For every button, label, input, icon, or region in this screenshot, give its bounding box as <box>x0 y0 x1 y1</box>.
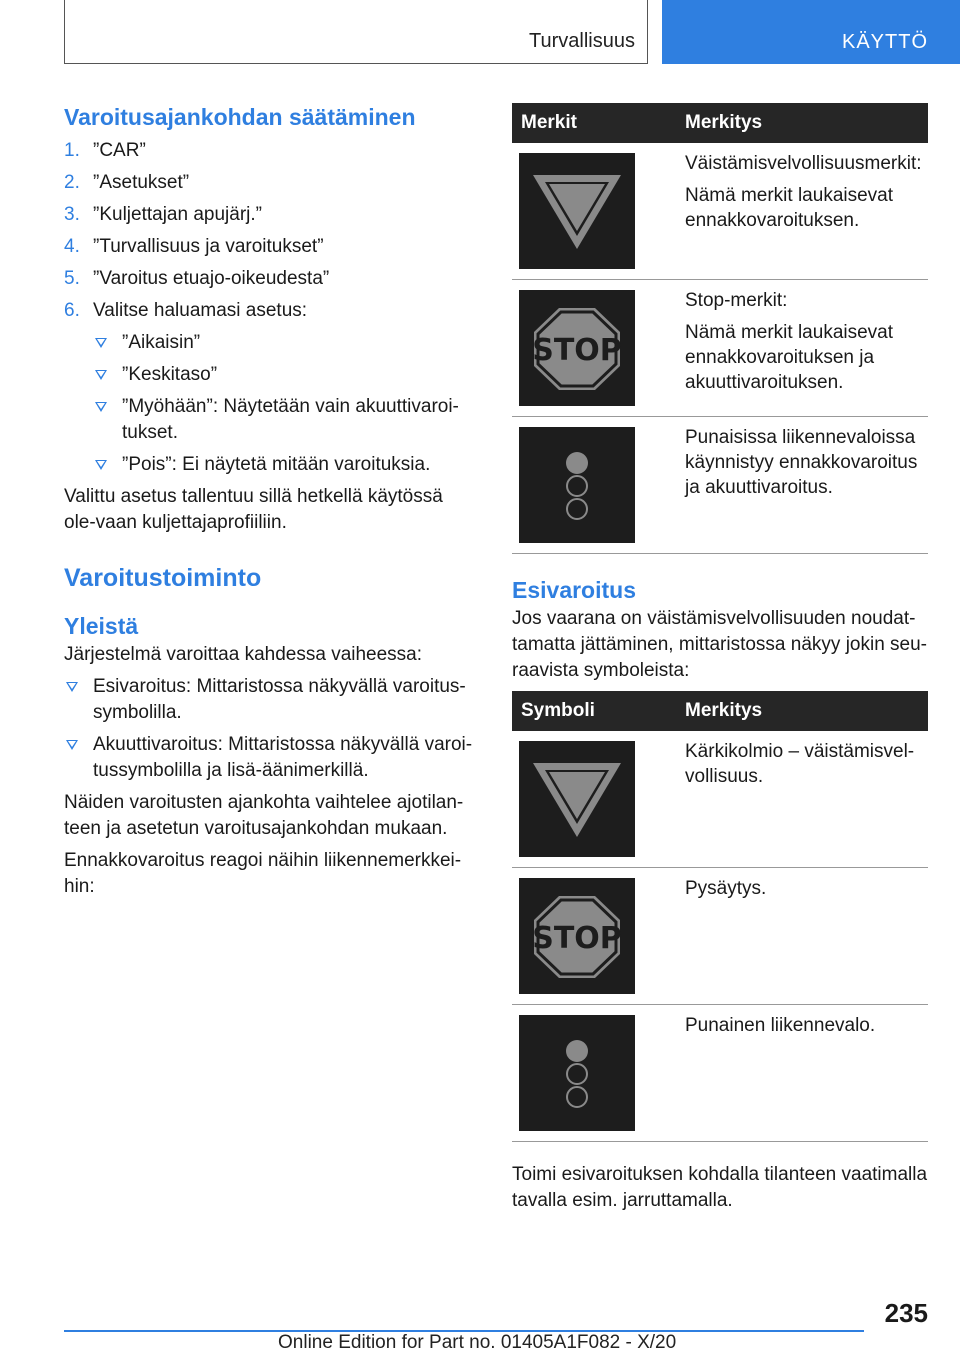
col-header-symbol: Symboli <box>521 700 595 721</box>
option-item <box>93 330 478 356</box>
stage-item <box>64 732 478 784</box>
step-item <box>64 202 478 228</box>
row-text: Väistämisvelvollisuusmerkit: <box>685 153 922 174</box>
col-header-signs: Merkit <box>521 112 577 133</box>
row-text: Pysäytys. <box>685 878 767 899</box>
prewarning-heading: Esivaroitus <box>512 577 636 603</box>
step-item <box>64 234 478 260</box>
table-row <box>512 731 928 868</box>
step-text: ”Asetukset” <box>93 172 190 193</box>
step-number: 3. <box>64 204 80 225</box>
option-item <box>93 394 478 446</box>
closing-note: Toimi esivaroituksen kohdalla tilanteen vaatimalla tavalla esim. jarruttamalla. <box>512 1164 928 1211</box>
step-number: 2. <box>64 172 80 193</box>
step-item <box>64 138 478 164</box>
step-text: ”CAR” <box>93 140 146 161</box>
option-text: ”Pois”: Ei näytetä mitään varoituksia. <box>122 454 431 475</box>
header-section-title: Turvallisuus <box>529 30 635 52</box>
saved-note: Valittu asetus tallentuu sillä hetkellä käytössä ole-vaan kuljettajaprofiiliin. <box>64 486 443 533</box>
bullet-triangle-icon <box>95 338 107 348</box>
traffic-light-icon <box>519 1015 635 1131</box>
steps-list <box>64 138 478 478</box>
option-text: ”Myöhään”: Näytetään vain akuuttivaroi-tukset. <box>122 396 459 443</box>
options-list <box>93 330 478 478</box>
prewarning-section <box>512 574 928 684</box>
traffic-light-icon <box>519 427 635 543</box>
stages-list <box>64 674 478 784</box>
timing-note: Näiden varoitusten ajankohta vaihtelee ajotilan-teen ja asetetun varoitusajankohdan mukaan. <box>64 792 464 839</box>
closing-section <box>512 1162 928 1214</box>
stop-sign-text: STOP <box>532 333 622 368</box>
step-number: 4. <box>64 236 80 257</box>
symbols-table-header <box>512 691 928 731</box>
general-heading: Yleistä <box>64 613 139 639</box>
table-row <box>512 143 928 280</box>
row-text: Nämä merkit laukaisevat ennakkovaroituksen ja akuuttivaroituksen. <box>685 322 894 393</box>
row-text: Kärkikolmio – väistämisvel-vollisuus. <box>685 741 915 787</box>
step-item <box>64 298 478 478</box>
option-text: ”Keskitaso” <box>122 364 218 385</box>
yield-sign-icon <box>519 741 635 857</box>
col-header-meaning: Merkitys <box>685 700 763 721</box>
bullet-triangle-icon <box>66 740 78 750</box>
page-number: 235 <box>884 1298 928 1328</box>
step-text: ”Kuljettajan apujärj.” <box>93 204 262 225</box>
function-heading: Varoitustoiminto <box>64 564 262 592</box>
row-text: Punaisissa liikennevaloissa käynnistyy ennakkovaroitus ja akuuttivaroitus. <box>685 427 918 498</box>
step-text: ”Varoitus etuajo-oikeudesta” <box>93 268 330 289</box>
row-text: Punainen liikennevalo. <box>685 1015 876 1036</box>
option-item <box>93 452 478 478</box>
step-item <box>64 266 478 292</box>
yield-sign-icon <box>519 153 635 269</box>
table-row <box>512 868 928 1005</box>
symbols-table <box>512 691 928 1142</box>
step-item <box>64 170 478 196</box>
table-row <box>512 1005 928 1142</box>
stage-item <box>64 674 478 726</box>
stop-sign-icon <box>519 290 635 406</box>
row-text: Nämä merkit laukaisevat ennakkovaroituksen. <box>685 185 894 231</box>
step-number: 1. <box>64 140 80 161</box>
option-item <box>93 362 478 388</box>
signs-table <box>512 103 928 554</box>
signs-table-header <box>512 103 928 143</box>
bullet-triangle-icon <box>95 460 107 470</box>
row-text: Stop-merkit: <box>685 290 788 311</box>
option-text: ”Aikaisin” <box>122 332 201 353</box>
step-text: Valitse haluamasi asetus: <box>93 300 308 321</box>
prewarning-intro: Jos vaarana on väistämisvelvollisuuden noudat-tamatta jättäminen, mittaristossa näkyy jokin seu-raavista symboleista: <box>512 608 928 681</box>
stop-sign-text: STOP <box>532 921 622 956</box>
step-number: 5. <box>64 268 80 289</box>
bullet-triangle-icon <box>66 682 78 692</box>
bullet-triangle-icon <box>95 370 107 380</box>
stop-sign-icon <box>519 878 635 994</box>
bullet-triangle-icon <box>95 402 107 412</box>
stage-text: Esivaroitus: Mittaristossa näkyvällä varoitus-symbolilla. <box>93 676 466 723</box>
step-text: ”Turvallisuus ja varoitukset” <box>93 236 324 257</box>
header-section-box <box>64 0 648 64</box>
col-header-meaning: Merkitys <box>685 112 763 133</box>
stage-text: Akuuttivaroitus: Mittaristossa näkyvällä varoi-tussymbolilla ja lisä-äänimerkillä. <box>93 734 473 781</box>
table-row <box>512 417 928 554</box>
header-chapter-tab[interactable] <box>662 0 960 64</box>
step-number: 6. <box>64 300 80 321</box>
left-column <box>64 100 478 900</box>
footer-edition: Online Edition for Part no. 01405A1F082 - X/20 <box>278 1332 677 1353</box>
general-intro: Järjestelmä varoittaa kahdessa vaiheessa: <box>64 644 423 665</box>
adjust-heading: Varoitusajankohdan säätäminen <box>64 104 416 130</box>
header-chapter-title: KÄYTTÖ <box>841 31 928 53</box>
react-note: Ennakkovaroitus reagoi näihin liikennemerkkei-hin: <box>64 850 462 897</box>
table-row <box>512 280 928 417</box>
